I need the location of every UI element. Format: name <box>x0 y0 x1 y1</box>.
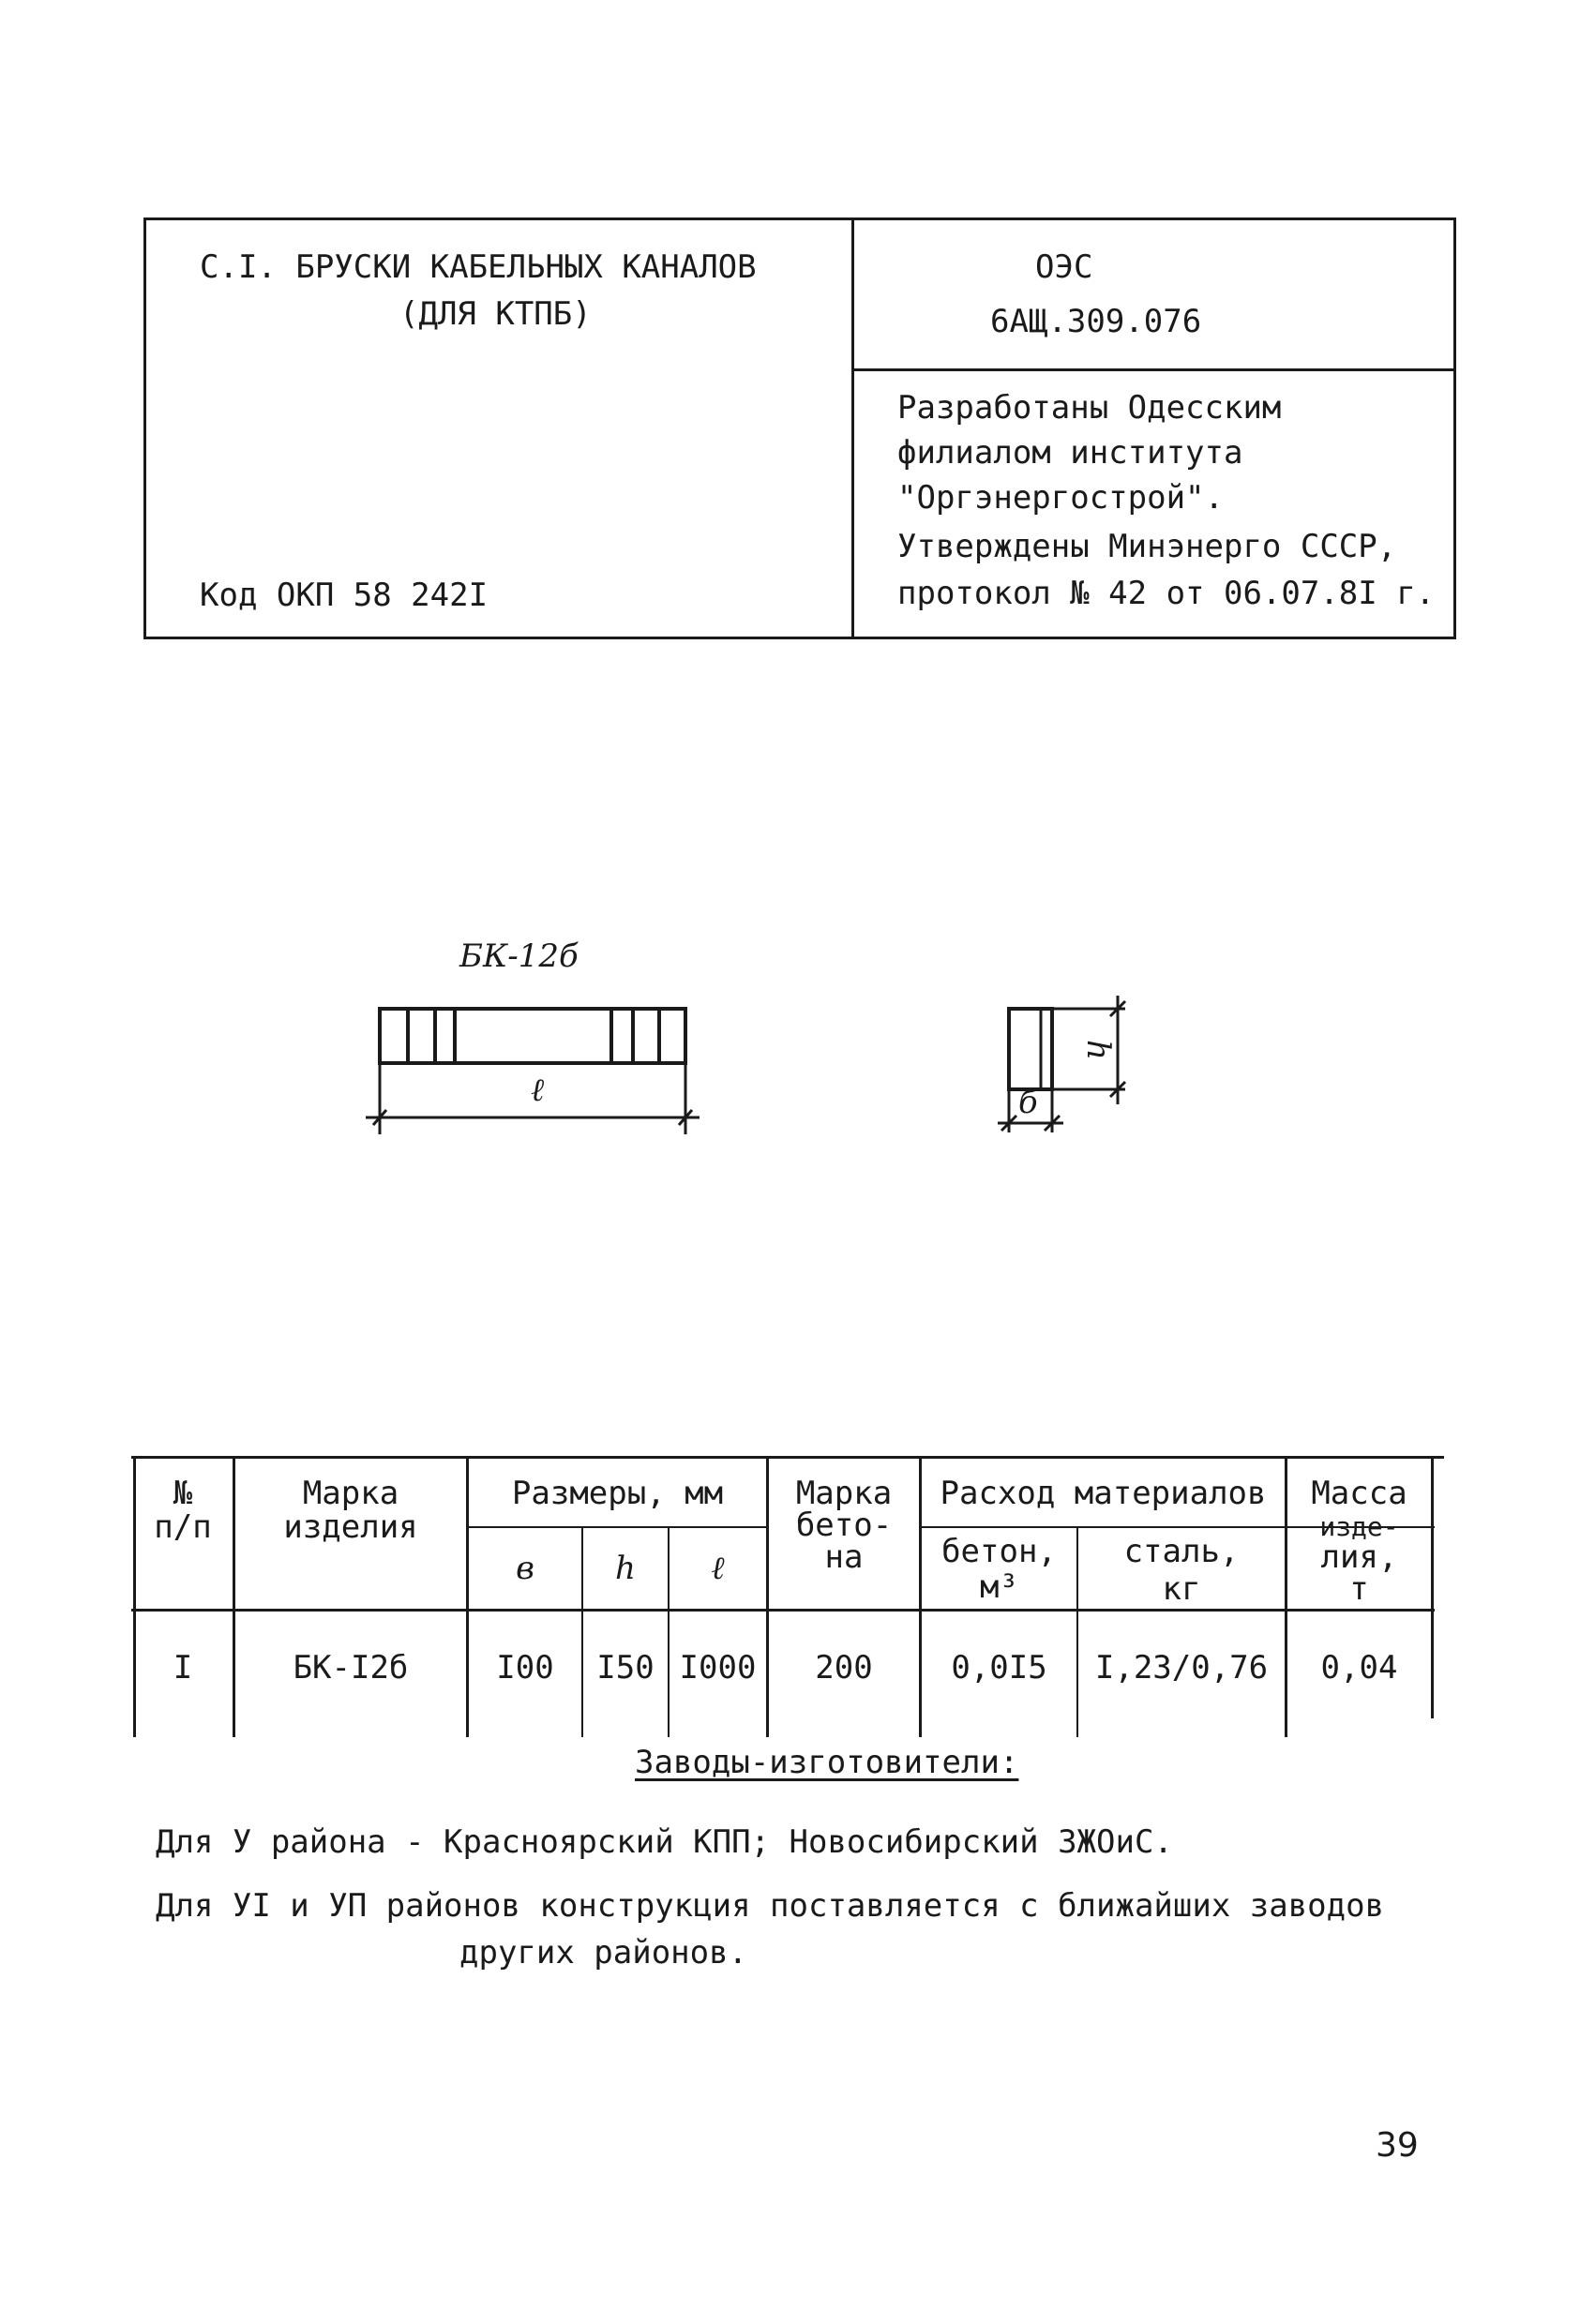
table-cell-beton: 0,0I5 <box>951 1649 1047 1687</box>
col-header-concrete-a: Марка <box>795 1475 893 1512</box>
factories-line1: Для У района - Красноярский КПП; Новосибирский ЗЖОиС. <box>156 1823 1173 1861</box>
doc-title-line2: (ДЛЯ КТПБ) <box>399 295 592 333</box>
col-header-no-b: п/п <box>154 1508 212 1546</box>
bar-section-view <box>985 984 1163 1144</box>
col-header-no-a: № <box>173 1475 193 1512</box>
table-cell-mass: 0,04 <box>1320 1649 1398 1687</box>
col-header-mark-a: Марка <box>302 1475 399 1512</box>
col-header-h: h <box>615 1550 636 1587</box>
title-block <box>143 217 1456 639</box>
drawing-title: БК-12б <box>459 937 579 975</box>
approval-line2: протокол № 42 от 06.07.8I г. <box>897 575 1436 612</box>
table-cell-b: I00 <box>496 1649 554 1687</box>
developer-line2: филиалом института <box>897 434 1243 472</box>
col-header-b: в <box>516 1550 534 1587</box>
table-top-rule <box>131 1456 1444 1459</box>
col-header-concrete-c: на <box>824 1538 864 1576</box>
width-dimension-label: б <box>1018 1084 1038 1121</box>
title-block-divider-horizontal <box>851 368 1453 371</box>
dims-subheader-rule <box>466 1526 766 1528</box>
factories-line2: Для УI и УП районов конструкция поставляется с ближайших заводов <box>156 1887 1385 1925</box>
okp-code: Код ОКП 58 242I <box>200 577 489 614</box>
page-number: 39 <box>1376 2126 1419 2165</box>
table-cell-steel: I,23/0,76 <box>1094 1649 1269 1687</box>
table-cell-h: I50 <box>596 1649 655 1687</box>
bar-front-view <box>356 984 713 1144</box>
title-block-divider <box>851 220 854 637</box>
col-header-dims: Размеры, мм <box>511 1475 724 1512</box>
col-header-materials: Расход материалов <box>940 1475 1267 1512</box>
col-header-beton-a: бетон, <box>941 1533 1057 1570</box>
factories-line3: других районов. <box>459 1934 748 1972</box>
developer-line1: Разработаны Одесским <box>897 389 1282 427</box>
col-header-mark-b: изделия <box>283 1508 418 1546</box>
col-header-concrete-b: бето- <box>795 1507 893 1544</box>
factories-heading: Заводы-изготовители: <box>635 1744 1019 1781</box>
doc-title-line1: С.I. БРУСКИ КАБЕЛЬНЫХ КАНАЛОВ <box>200 248 757 286</box>
height-dimension-label: h <box>1078 1040 1117 1060</box>
col-header-mass-a: Масса <box>1311 1475 1407 1512</box>
bar-outline <box>380 1009 685 1063</box>
col-header-mass-b: изде- <box>1319 1511 1399 1542</box>
col-header-steel-a: сталь, <box>1123 1533 1240 1570</box>
product-table <box>131 1456 1444 1737</box>
section-outline <box>1009 1009 1052 1089</box>
col-header-mass-c: лия, <box>1320 1538 1398 1576</box>
col-header-steel-b: кг <box>1162 1570 1201 1608</box>
col-header-l: ℓ <box>711 1550 725 1587</box>
col-header-mass-d: т <box>1349 1570 1369 1608</box>
table-cell-concrete: 200 <box>815 1649 873 1687</box>
doc-number: 6АЩ.309.076 <box>990 303 1202 340</box>
col-header-beton-b: м³ <box>980 1568 1018 1606</box>
developer-line3: "Оргэнергострой". <box>897 479 1224 517</box>
table-cell-l: I000 <box>679 1649 757 1687</box>
length-dimension-label: ℓ <box>531 1072 545 1109</box>
table-cell-no: I <box>173 1649 193 1687</box>
header-bottom-rule <box>131 1609 1435 1612</box>
approval-line1: Утверждены Минэнерго СССР, <box>897 528 1397 565</box>
col-rule-9 <box>1431 1456 1434 1718</box>
series-code: ОЭС <box>1035 248 1093 286</box>
table-cell-mark: БК-I2б <box>293 1649 409 1687</box>
